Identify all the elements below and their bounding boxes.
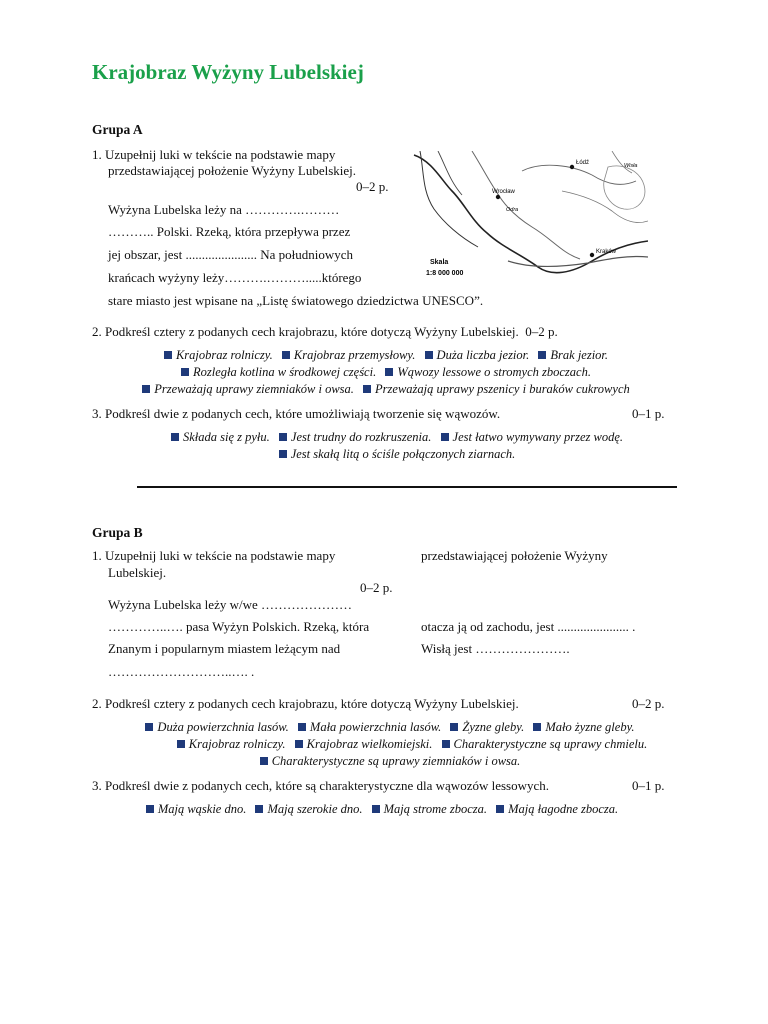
option-label: Krajobraz rolniczy. [175, 348, 273, 362]
bullet-square-icon [279, 433, 287, 441]
a-q1-fill5: stare miasto jest wpisane na „Listę światowego dziedzictwa UNESCO”. [108, 293, 484, 308]
map-scale-label: Skala [430, 259, 449, 266]
map-scale-value: 1:8 000 000 [426, 270, 464, 277]
section-divider [137, 486, 677, 488]
b-q2-options-row3 [92, 754, 688, 769]
option[interactable] [295, 737, 433, 751]
b-q1-fill3a: Znanym i popularnym miastem leżącym nad [108, 641, 341, 656]
option[interactable] [496, 802, 618, 816]
group-a-heading: Grupa A [92, 122, 143, 137]
bullet-square-icon [146, 805, 154, 813]
option-label: Jest łatwo wymywany przez wodę. [452, 430, 623, 444]
map-city-dot-krakow [590, 253, 594, 257]
option-label: Mają łagodne zbocza. [508, 802, 619, 816]
option-label: Duża powierzchnia lasów. [157, 720, 289, 734]
option[interactable] [142, 382, 354, 396]
bullet-square-icon [260, 757, 268, 765]
map-label-odra: Odra [506, 207, 519, 213]
bullet-square-icon [441, 433, 449, 441]
b-q1-line2: Lubelskiej. [108, 565, 167, 580]
option-label: Żyzne gleby. [462, 720, 525, 734]
b-q1-fill4: ………………………..…. . [108, 664, 255, 679]
map-label-lodz: Łódź [576, 160, 590, 166]
bullet-square-icon [255, 805, 263, 813]
a-q2-options-row1 [92, 348, 680, 363]
bullet-square-icon [496, 805, 504, 813]
option-label: Krajobraz rolniczy. [188, 737, 286, 751]
b-q3-options-row1 [92, 802, 672, 817]
option-label: Rozległa kotlina w środkowej części. [193, 365, 377, 379]
option-label: Mają strome zbocza. [383, 802, 487, 816]
option[interactable] [279, 447, 516, 461]
a-q3-text: 3. Podkreśl dwie z podanych cech, które umożliwiają tworzenie się wąwozów. [92, 406, 501, 421]
bullet-square-icon [142, 385, 150, 393]
a-q1-line1: 1. Uzupełnij luki w tekście na podstawie mapy [92, 147, 336, 162]
option[interactable] [255, 802, 362, 816]
option-label: Mają wąskie dno. [157, 802, 247, 816]
a-q2-options-row2 [92, 365, 680, 380]
option-label: Mała powierzchnia lasów. [309, 720, 442, 734]
a-q3-points: 0–1 p. [632, 406, 665, 421]
option[interactable] [145, 720, 288, 734]
option[interactable] [164, 348, 273, 362]
option-label: Mało żyzne gleby. [545, 720, 635, 734]
option[interactable] [425, 348, 530, 362]
bullet-square-icon [295, 740, 303, 748]
bullet-square-icon [171, 433, 179, 441]
a-q1-fill2: ……….. Polski. Rzeką, która przepływa przez [108, 224, 351, 239]
option-label: Brak jezior. [550, 348, 609, 362]
option[interactable] [363, 382, 630, 396]
bullet-square-icon [533, 723, 541, 731]
option[interactable] [146, 802, 247, 816]
b-q1-points: 0–2 p. [360, 580, 393, 595]
map-label-krakow: Kraków [596, 249, 617, 255]
a-q1-fill3: jej obszar, jest ...................... Na południowych [108, 247, 353, 262]
bullet-square-icon [538, 351, 546, 359]
bullet-square-icon [363, 385, 371, 393]
bullet-square-icon [181, 368, 189, 376]
b-q1-fill2b: otacza ją od zachodu, jest ...................... . [421, 619, 636, 634]
option[interactable] [177, 737, 286, 751]
b-q1-fill2a: …………..…. pasa Wyżyn Polskich. Rzeką, która [108, 619, 370, 634]
map-city-dot-lodz [570, 165, 574, 169]
bullet-square-icon [450, 723, 458, 731]
option-label: Krajobraz wielkomiejski. [306, 737, 433, 751]
option-label: Przeważają uprawy ziemniaków i owsa. [154, 382, 354, 396]
b-q2-text: 2. Podkreśl cztery z podanych cech krajobrazu, które dotyczą Wyżyny Lubelskiej. [92, 696, 519, 711]
b-q2-points: 0–2 p. [632, 696, 665, 711]
b-q2-options-row2 [92, 737, 732, 752]
bullet-square-icon [282, 351, 290, 359]
bullet-square-icon [298, 723, 306, 731]
option[interactable] [171, 430, 270, 444]
b-q1-line1a: 1. Uzupełnij luki w tekście na podstawie mapy [92, 548, 336, 563]
group-b-heading: Grupa B [92, 525, 143, 540]
map-label-wroclaw: Wrocław [492, 189, 515, 195]
option-label: Charakterystyczne są uprawy ziemniaków i owsa. [271, 754, 521, 768]
option-label: Jest skałą litą o ściśle połączonych ziarnach. [290, 447, 516, 461]
option[interactable] [450, 720, 524, 734]
option[interactable] [538, 348, 608, 362]
option[interactable] [260, 754, 521, 768]
bullet-square-icon [279, 450, 287, 458]
region-map [412, 151, 648, 284]
option-label: Mają szerokie dno. [267, 802, 363, 816]
option-label: Wąwozy lessowe o stromych zboczach. [397, 365, 591, 379]
option[interactable] [442, 737, 648, 751]
option-label: Charakterystyczne są uprawy chmielu. [453, 737, 648, 751]
page-title: Krajobraz Wyżyny Lubelskiej [92, 60, 364, 84]
bullet-square-icon [177, 740, 185, 748]
option-label: Przeważają uprawy pszenicy i buraków cukrowych [375, 382, 630, 396]
a-q2-question: 2. Podkreśl cztery z podanych cech krajobrazu, które dotyczą Wyżyny Lubelskiej. [92, 324, 519, 339]
option-label: Jest trudny do rozkruszenia. [290, 430, 432, 444]
bullet-square-icon [372, 805, 380, 813]
option[interactable] [282, 348, 416, 362]
option[interactable] [298, 720, 441, 734]
option[interactable] [441, 430, 623, 444]
option[interactable] [279, 430, 432, 444]
a-q1-fill1: Wyżyna Lubelska leży na ………….……… [108, 202, 340, 217]
a-q1-line2: przedstawiającej położenie Wyżyny Lubelskiej. [108, 163, 357, 178]
b-q3-text: 3. Podkreśl dwie z podanych cech, które są charakterystyczne dla wąwozów lessowych. [92, 778, 550, 793]
bullet-square-icon [145, 723, 153, 731]
option[interactable] [533, 720, 634, 734]
option-label: Krajobraz przemysłowy. [293, 348, 416, 362]
a-q1-points: 0–2 p. [356, 179, 389, 194]
a-q2-points: 0–2 p. [525, 324, 558, 339]
a-q2-text [92, 324, 558, 340]
option[interactable] [372, 802, 487, 816]
a-q2-options-row3 [92, 382, 680, 397]
a-q1-fill4: krańcach wyżyny leży……….……….....którego [108, 270, 362, 285]
bullet-square-icon [442, 740, 450, 748]
option[interactable] [385, 365, 591, 379]
option-label: Składa się z pyłu. [182, 430, 270, 444]
b-q2-options-row1 [92, 720, 688, 735]
b-q1-fill1: Wyżyna Lubelska leży w/we ………………… [108, 597, 352, 612]
bullet-square-icon [385, 368, 393, 376]
a-q3-options-row2 [92, 447, 702, 462]
b-q1-fill3b: Wisłą jest …………………. [421, 641, 570, 656]
b-q3-points: 0–1 p. [632, 778, 665, 793]
a-q3-options-row1 [92, 430, 702, 445]
map-label-wisla: Wisła [624, 163, 638, 169]
map-city-dot-wroclaw [496, 195, 500, 199]
b-q1-line1b: przedstawiającej położenie Wyżyny [421, 548, 608, 563]
region-map-svg [412, 151, 648, 284]
bullet-square-icon [164, 351, 172, 359]
option-label: Duża liczba jezior. [436, 348, 530, 362]
bullet-square-icon [425, 351, 433, 359]
option[interactable] [181, 365, 376, 379]
